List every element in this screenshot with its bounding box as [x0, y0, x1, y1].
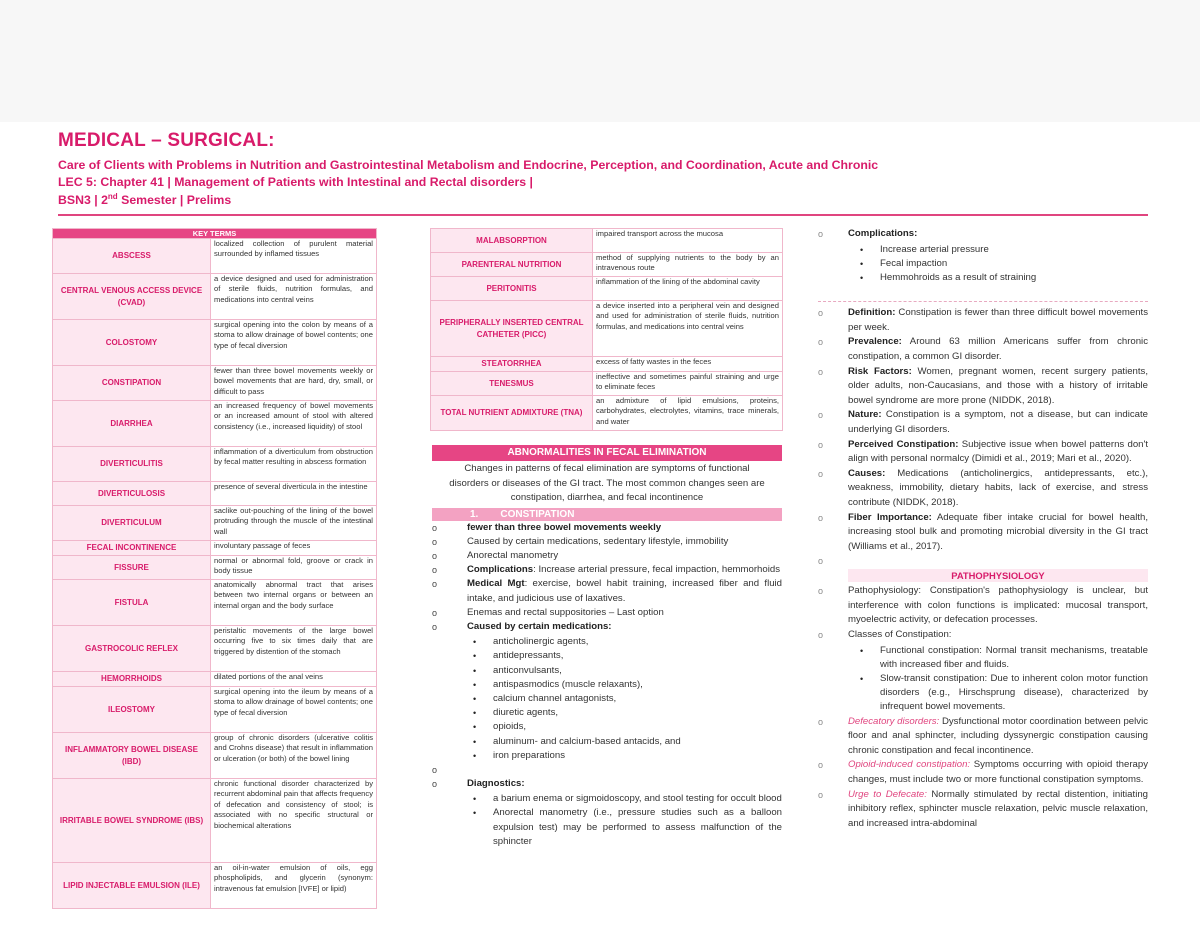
diagnostics-list: [467, 792, 782, 849]
abnormalities-section: [432, 445, 782, 849]
medical-mgt-text: : exercise, bowel habit training, increased fiber and fluid intake, and judicious use of laxatives.: [467, 578, 783, 604]
term-cell: ABSCESS: [53, 239, 211, 274]
definition-cell: an increased frequency of bowel movements or an increased amount of stool with altered consistency (i.e., increased liquidity) of stool: [211, 401, 377, 447]
complications-block: [818, 227, 1148, 285]
table-row: [431, 372, 783, 396]
medication-item: • antidepressants,: [467, 649, 782, 663]
term-cell: FECAL INCONTINENCE: [53, 541, 211, 556]
definition-cell: chronic functional disorder characterized by recurrent abdominal pain that affects frequency of defecation and consistency of stool; is associated with no specific structural or biochemical alterations: [211, 779, 377, 863]
term-cell: PARENTERAL NUTRITION: [431, 253, 593, 277]
course-subtitle: Care of Clients with Problems in Nutrition and Gastrointestinal Metabolism and Endocrine, Perception, and Coordination, Acute and Chronic: [58, 158, 879, 172]
fiber-label: Fiber Importance:: [848, 511, 932, 523]
perceived-text: Subjective issue when bowel patterns don't align with personal normalcy (Dimidi et al., 2019; Mari et al., 2020).: [848, 438, 1148, 465]
prevalence-text: Around 63 million Americans suffer from chronic constipation, a common GI disorder.: [848, 336, 1148, 362]
medication-item: • anticonvulsants,: [467, 664, 782, 678]
medication-item: • aluminum- and calcium-based antacids, and: [467, 735, 782, 749]
opioid-label: Opioid-induced constipation:: [848, 759, 971, 771]
table-row: [53, 447, 377, 482]
definition-cell: involuntary passage of feces: [211, 541, 377, 556]
definition-cell: peristaltic movements of the large bowel occurring five to six times daily that are triggered by distention of the stomach: [211, 626, 377, 672]
list-item: o Pathophysiology: Constipation's pathophysiology is unclear, but interference with colon functions is implicated: mucosal transport, myoelectric activity, or defecation processes.: [818, 584, 1148, 628]
complications-label: Complications:: [848, 228, 918, 239]
medical-mgt-label: Medical Mgt: [467, 578, 525, 590]
medication-item: • iron preparations: [467, 749, 782, 763]
constipation-heading: [432, 508, 782, 521]
table-row: [53, 556, 377, 580]
defecatory-label: Defecatory disorders:: [848, 715, 940, 727]
urge-label: Urge to Defecate:: [848, 788, 927, 800]
complications-label: Complications: [467, 564, 534, 576]
list-item: [432, 777, 782, 849]
top-blank-area: [0, 0, 1200, 122]
list-item: [818, 335, 1148, 364]
table-row: [53, 863, 377, 909]
key-terms-heading: KEY TERMS: [53, 229, 377, 239]
medication-item: • anticholinergic agents,: [467, 635, 782, 649]
constipation-number: 1.: [470, 508, 479, 520]
list-item: [818, 408, 1148, 437]
list-item: [432, 577, 782, 605]
definition-cell: localized collection of purulent material surrounded by inflamed tissues: [211, 239, 377, 274]
risk-factors-label: Risk Factors:: [848, 365, 912, 377]
table-row: [431, 396, 783, 431]
complications-text: : Increase arterial pressure, fecal impaction, hemmorhoids: [533, 564, 780, 576]
definition-cell: inflammation of a diverticulum from obstruction by fecal matter resulting in abscess formation: [211, 447, 377, 482]
lecture-line: LEC 5: Chapter 41 | Management of Patients with Intestinal and Rectal disorders |: [58, 175, 533, 189]
definition-cell: excess of fatty wastes in the feces: [593, 357, 783, 372]
urge-text: Normally stimulated by rectal distention, initiating inhibitory reflex, sphincter muscle relaxation, pelvic muscle relaxation, and increased intra-abdominal: [848, 788, 1148, 829]
list-item: [432, 620, 782, 763]
constipation-label: CONSTIPATION: [500, 508, 575, 520]
constipation-list: [432, 521, 782, 849]
table-row: [431, 229, 783, 253]
fewer-bm-text: fewer than three bowel movements weekly: [467, 521, 662, 533]
term-cell: DIARRHEA: [53, 401, 211, 447]
definition-cell: inflammation of the lining of the abdominal cavity: [593, 277, 783, 301]
perceived-label: Perceived Constipation:: [848, 438, 959, 450]
list-item: [818, 758, 1148, 787]
term-cell: COLOSTOMY: [53, 320, 211, 366]
table-row: [53, 541, 377, 556]
class-item: • Slow-transit constipation: Due to inherent colon motor function disorders (e.g., Hirschsprung disease), characterized by infrequent bowel movements.: [848, 672, 1148, 715]
prevalence-label: Prevalence:: [848, 336, 902, 348]
complication-item: • Fecal impaction: [848, 257, 1148, 271]
empty-list-item: [818, 554, 1148, 568]
definition-cell: presence of several diverticula in the intestine: [211, 482, 377, 506]
divider: [818, 301, 1148, 302]
header-divider: [58, 214, 1148, 216]
list-item: o Enemas and rectal suppositories – Last option: [432, 606, 782, 620]
list-item: [818, 227, 1148, 285]
definition-cell: method of supplying nutrients to the body by an intravenous route: [593, 253, 783, 277]
classes-label: Classes of Constipation:: [848, 629, 952, 641]
table-row: [431, 301, 783, 357]
list-item: [432, 563, 782, 577]
list-item: o Anorectal manometry: [432, 549, 782, 563]
list-item: [818, 467, 1148, 511]
term-cell: TOTAL NUTRIENT ADMIXTURE (TNA): [431, 396, 593, 431]
definition-cell: saclike out-pouching of the lining of the bowel protruding through the muscle of the intestinal wall: [211, 506, 377, 541]
table-row: [53, 626, 377, 672]
term-cell: FISTULA: [53, 580, 211, 626]
list-item: [818, 306, 1148, 335]
page-title: MEDICAL – SURGICAL:: [58, 130, 275, 151]
table-row: [53, 687, 377, 733]
medication-item: • opioids,: [467, 720, 782, 734]
definition-cell: an admixture of lipid emulsions, proteins, carbohydrates, electrolytes, vitamins, trace minerals, and water: [593, 396, 783, 431]
term-cell: CENTRAL VENOUS ACCESS DEVICE (CVAD): [53, 274, 211, 320]
list-item: o Caused by certain medications, sedentary lifestyle, immobility: [432, 535, 782, 549]
diagnostic-item: • a barium enema or sigmoidoscopy, and stool testing for occult blood: [467, 792, 782, 806]
table-row: [53, 320, 377, 366]
term-cell: TENESMUS: [431, 372, 593, 396]
term-cell: HEMORRHOIDS: [53, 672, 211, 687]
table-row: [431, 253, 783, 277]
definition-cell: group of chronic disorders (ulcerative colitis and Crohns disease) that result in inflammation or ulceration (or both) of the bowel lining: [211, 733, 377, 779]
abnormalities-intro: Changes in patterns of fecal elimination are symptoms of functional disorders or diseases of the GI tract. The most common changes seen are constipation, diarrhea, and fecal incontinence: [449, 463, 765, 503]
definition-cell: fewer than three bowel movements weekly or bowel movements that are hard, dry, small, or difficult to pass: [211, 366, 377, 401]
term-cell: DIVERTICULUM: [53, 506, 211, 541]
term-cell: PERIPHERALLY INSERTED CENTRAL CATHETER (PICC): [431, 301, 593, 357]
definition-cell: ineffective and sometimes painful straining and urge to eliminate feces: [593, 372, 783, 396]
key-terms-table-continued: [430, 228, 783, 431]
section-sup: nd: [107, 192, 118, 201]
definition-cell: impaired transport across the mucosa: [593, 229, 783, 253]
term-cell: PERITONITIS: [431, 277, 593, 301]
term-cell: LIPID INJECTABLE EMULSION (ILE): [53, 863, 211, 909]
fiber-text: Adequate fiber intake crucial for bowel health, increasing stool bulk and promoting microbial diversity in the GI tract (Williams et al., 2017).: [848, 511, 1148, 552]
medication-item: • antispasmodics (muscle relaxants),: [467, 678, 782, 692]
pathophysiology-heading: PATHOPHYSIOLOGY: [848, 569, 1148, 582]
table-row: [53, 779, 377, 863]
table-row: [53, 366, 377, 401]
table-row: [431, 277, 783, 301]
causes-text: Medications (anticholinergics, antidepressants, etc.), weakness, immobility, dietary habits, lack of exercise, and stress contribute (NIDDK, 2018).: [848, 467, 1148, 508]
complications-list: [848, 243, 1148, 286]
diagnostic-item: • Anorectal manometry (i.e., pressure studies such as a balloon expulsion test) may be performed to assess malfunction of the sphincter: [467, 806, 782, 849]
constipation-details-section: [818, 227, 1148, 831]
table-row: [53, 482, 377, 506]
table-row: [53, 733, 377, 779]
list-item: [818, 788, 1148, 832]
medication-item: • calcium channel antagonists,: [467, 692, 782, 706]
section-suffix: Semester | Prelims: [117, 193, 232, 208]
definition-text: Constipation is fewer than three difficult bowel movements per week.: [848, 307, 1148, 333]
abnormalities-heading: ABNORMALITIES IN FECAL ELIMINATION: [432, 445, 782, 461]
nature-label: Nature:: [848, 409, 882, 421]
pathophysiology-list: [818, 584, 1148, 831]
term-cell: DIVERTICULOSIS: [53, 482, 211, 506]
key-terms-table: [52, 228, 377, 909]
table-row: [53, 506, 377, 541]
term-cell: STEATORRHEA: [431, 357, 593, 372]
term-cell: IRRITABLE BOWEL SYNDROME (IBS): [53, 779, 211, 863]
class-item: • Functional constipation: Normal transit mechanisms, treatable with increased fiber and fluids.: [848, 644, 1148, 672]
term-cell: MALABSORPTION: [431, 229, 593, 253]
medication-item: • diuretic agents,: [467, 706, 782, 720]
definition-cell: anatomically abnormal tract that arises between two internal organs or between an internal organ and the body surface: [211, 580, 377, 626]
table-row: [53, 672, 377, 687]
definition-cell: surgical opening into the ileum by means of a stoma to allow drainage of bowel contents; one type of fecal diversion: [211, 687, 377, 733]
definition-cell: dilated portions of the anal veins: [211, 672, 377, 687]
opioid-text: Symptoms occurring with opioid therapy changes, must include two or more functional constipation symptoms.: [848, 759, 1148, 786]
empty-list-item: [432, 763, 782, 777]
classes-list: [848, 644, 1148, 715]
defecatory-text: Dysfunctional motor coordination between pelvic floor and anal sphincter, including dyssynergic constipation causing chronic constipation and fecal incontinence.: [848, 715, 1148, 756]
definition-cell: surgical opening into the colon by means of a stoma to allow drainage of bowel contents; one type of fecal diversion: [211, 320, 377, 366]
complication-item: • Hemmohroids as a result of straining: [848, 271, 1148, 285]
diagnostics-label: Diagnostics:: [467, 777, 525, 789]
document-header: [58, 130, 1148, 207]
complication-item: • Increase arterial pressure: [848, 243, 1148, 257]
section-prefix: BSN3 | 2: [58, 193, 108, 208]
list-item: [818, 628, 1148, 715]
table-row: [431, 357, 783, 372]
risk-factors-text: Women, pregnant women, recent surgery patients, older adults, non-Caucasians, and those with a history of irritable bowel syndrome are more prone (NIDDK, 2018).: [848, 365, 1148, 406]
list-item: [818, 715, 1148, 759]
definition-cell: an oil-in-water emulsion of oils, egg phospholipids, and glycerin (synonym: intravenous fat emulsion [IVFE] or lipid): [211, 863, 377, 909]
term-cell: INFLAMMATORY BOWEL DISEASE (IBD): [53, 733, 211, 779]
term-cell: DIVERTICULITIS: [53, 447, 211, 482]
term-cell: GASTROCOLIC REFLEX: [53, 626, 211, 672]
term-cell: FISSURE: [53, 556, 211, 580]
term-cell: ILEOSTOMY: [53, 687, 211, 733]
list-item: [818, 511, 1148, 555]
term-cell: CONSTIPATION: [53, 366, 211, 401]
definition-cell: a device inserted into a peripheral vein and designed and used for administration of sterile fluids, nutrition formulas, and medications into central veins: [593, 301, 783, 357]
list-item: [818, 438, 1148, 467]
table-row: [53, 580, 377, 626]
table-row: [53, 274, 377, 320]
nature-text: Constipation is a symptom, not a disease, but can indicate underlying GI disorders.: [848, 409, 1148, 435]
table-row: [53, 401, 377, 447]
facts-list: [818, 306, 1148, 568]
definition-label: Definition:: [848, 307, 896, 319]
causes-label: Causes:: [848, 467, 886, 479]
definition-cell: normal or abnormal fold, groove or crack in body tissue: [211, 556, 377, 580]
list-item: [818, 365, 1148, 409]
medications-list: [467, 635, 782, 763]
list-item: [432, 521, 782, 535]
table-row: [53, 239, 377, 274]
section-line: [58, 192, 1148, 207]
definition-cell: a device designed and used for administration of sterile fluids, nutrition formulas, and medications into central veins: [211, 274, 377, 320]
medications-label: Caused by certain medications:: [467, 620, 612, 632]
